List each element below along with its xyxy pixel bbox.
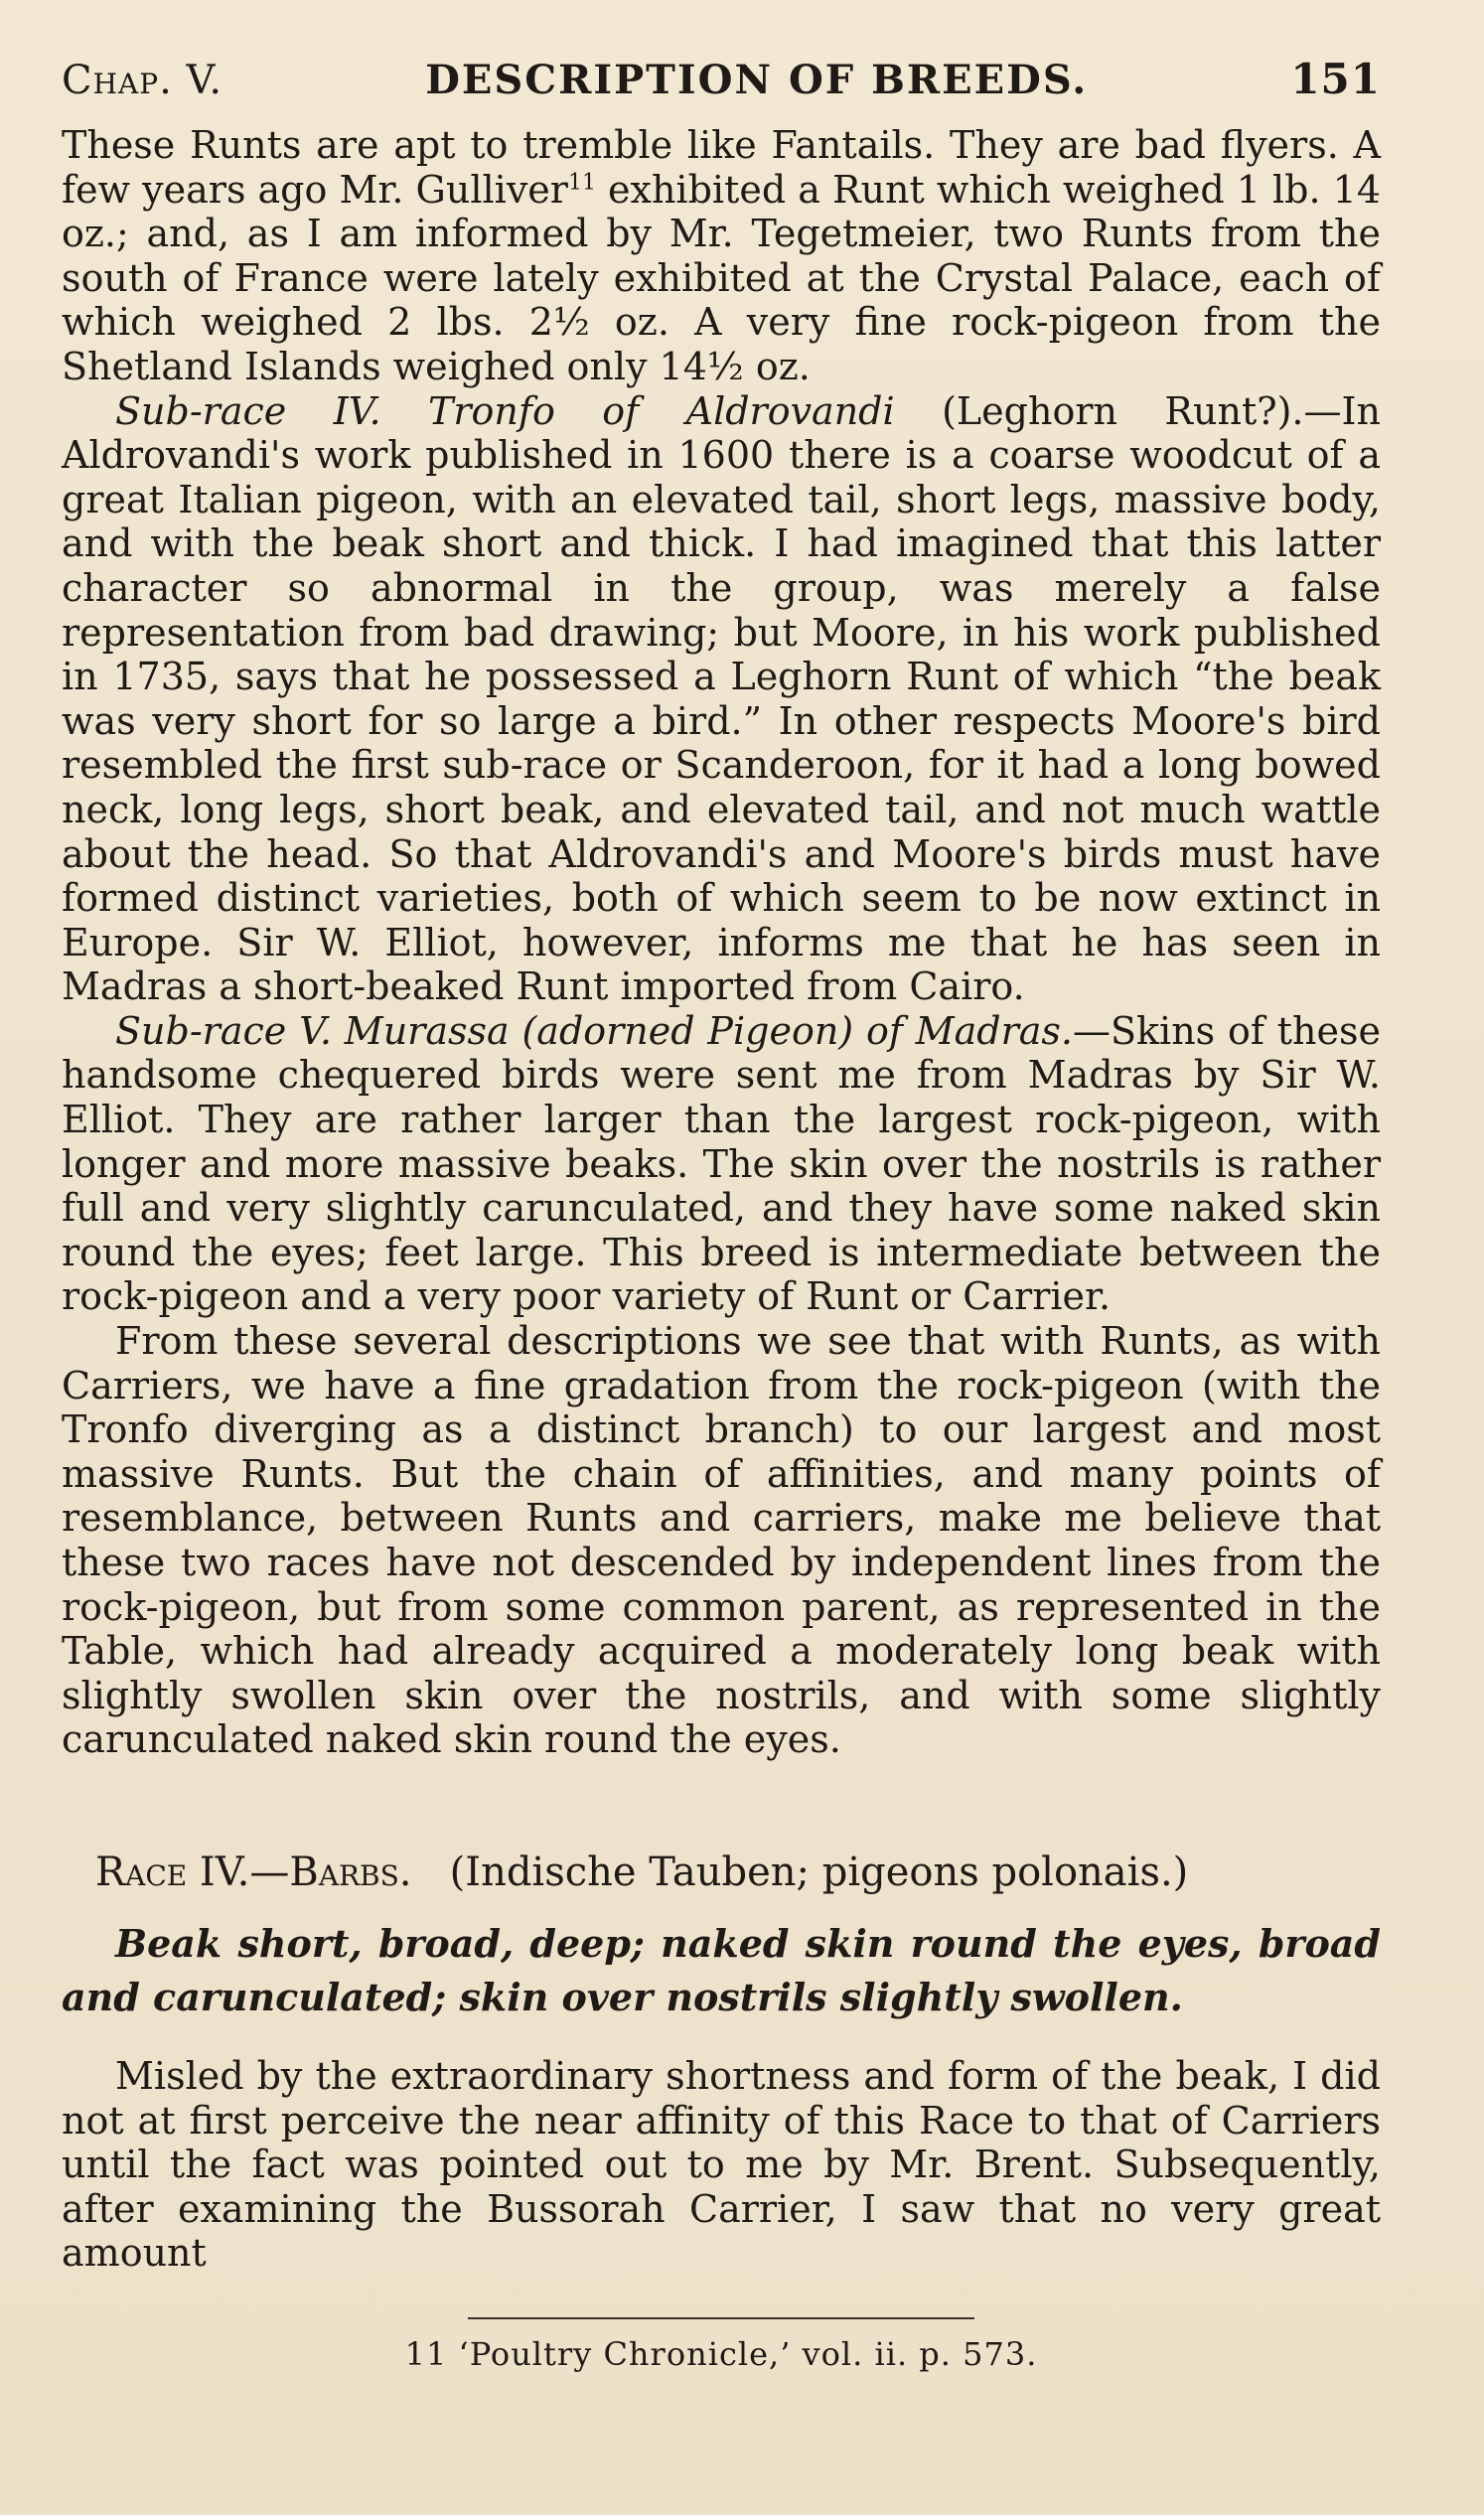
sub-race-label: Sub-race IV. Tronfo of Aldrovandi [115, 388, 895, 433]
race-description: Beak short, broad, deep; naked skin round the eyes, broad and carunculated; skin over nostrils slightly swollen. [62, 1920, 1381, 2019]
chapter-label: Chap. V. [62, 58, 223, 103]
footnote-rule [468, 2317, 974, 2319]
footnote: 11 ‘Poultry Chronicle,’ vol. ii. p. 573. [404, 2334, 1038, 2373]
paragraph-text: These Runts are apt to tremble like Fantails. They are bad flyers. A few years ago Mr. Gulliver [62, 123, 1381, 212]
race-heading [95, 1849, 1381, 1895]
running-header [62, 55, 1381, 103]
race-aliases: (Indische Tauben; pigeons polonais.) [449, 1849, 1189, 1895]
paragraph-barbs: Misled by the extraordinary shortness and form of the beak, I did not at first perceive the near affinity of this Race to that of Carriers until the fact was pointed out to me by Mr. Brent. Subsequently, after examining the Bussorah Carrier, I saw that no very great amount [62, 2053, 1381, 2276]
paragraph-sub-race-iv [62, 389, 1381, 1009]
page-number: 151 [1290, 55, 1381, 103]
paragraph-text: —Skins of these handsome chequered birds were sent me from Madras by Sir W. Elliot. They are rather larger than the largest rock-pigeon, with longer and more massive beaks. The skin over the nostrils is rather full and very slightly carunculated, and they have some naked skin round the eyes; feet large. This breed is intermediate between the rock-pigeon and a very poor variety of Runt or Carrier. [62, 1008, 1381, 1319]
paragraph-runts-weights [62, 123, 1381, 389]
paragraph-gradation: From these several descriptions we see that with Runts, as with Carriers, we have a fine gradation from the rock-pigeon (with the Tronfo diverging as a distinct branch) to our largest and most massive Runts. But the chain of affinities, and many points of resemblance, between Runts and carriers, make me believe that these two races have not descended by independent lines from the rock-pigeon, but from some common parent, as represented in the Table, which had already acquired a moderately long beak with slightly swollen skin over the nostrils, and with some slightly carunculated naked skin round the eyes. [62, 1319, 1381, 1762]
paragraph-text: (Leghorn Runt?).—In Aldrovandi's work published in 1600 there is a coarse woodcut of a great Italian pigeon, with an elevated tail, short legs, massive body, and with the beak short and thick. I had imagined that this latter character so abnormal in the group, was merely a false representation from bad drawing; but Moore, in his work published in 1735, says that he possessed a Leghorn Runt of which “the beak was very short for so large a bird.” In other respects Moore's bird resembled the first sub-race or Scanderoon, for it had a long bowed neck, long legs, short beak, and elevated tail, and not much wattle about the head. So that Aldrovandi's and Moore's birds must have formed distinct varieties, both of which seem to be now extinct in Europe. Sir W. Elliot, however, informs me that he has seen in Madras a short-beaked Runt imported from Cairo. [62, 388, 1381, 1009]
paragraph-sub-race-v [62, 1009, 1381, 1319]
paragraph-text: exhibited a Runt which weighed 1 lb. 14 oz.; and, as I am informed by Mr. Tegetmeier, two Runts from the south of France were lately exhibited at the Crystal Palace, each of which weighed 2 lbs. 2½ oz. A very fine rock-pigeon from the Shetland Islands weighed only 14½ oz. [62, 167, 1381, 388]
sub-race-label: Sub-race V. Murassa (adorned Pigeon) of Madras. [115, 1008, 1073, 1053]
race-title: Race IV.—Barbs. [95, 1849, 412, 1895]
footnote-ref: 11 [567, 169, 596, 195]
page-title: DESCRIPTION OF BREEDS. [425, 57, 1089, 103]
